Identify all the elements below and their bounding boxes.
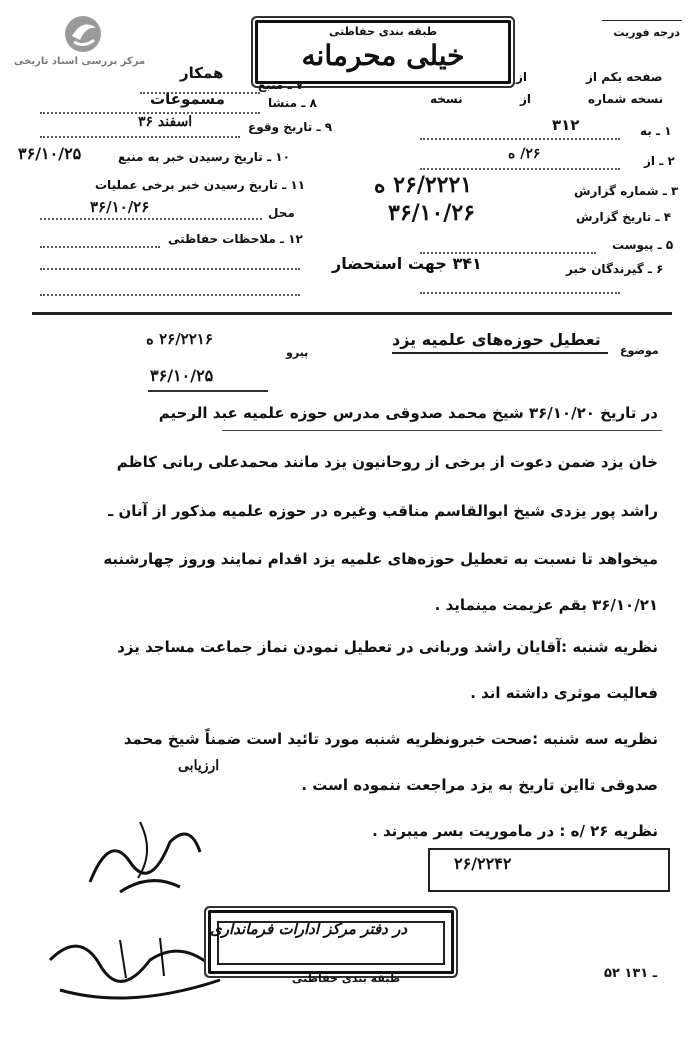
priority-label: درجه فوریت [613,26,680,39]
origin-label: ۸ ـ منشا [268,96,317,110]
body-line-3: راشد پور یزدی شیخ ابوالقاسم مناقب وغیره در حوزه علمیه مذکور از آنان ـ [108,502,658,520]
classification-stamp-title: خیلی محرمانه [301,39,465,72]
received-box-value: ۲۶/۲۲۴۲ [454,854,512,873]
dots [40,218,262,220]
event-date-value: اسفند ۳۶ [138,114,193,130]
body-line-4: میخواهد تا نسبت به تعطیل حوزه‌های علمیه یزد اقدام نمایند وروز چهارشنبه [103,550,658,568]
security-notes-label: ۱۲ ـ ملاحظات حفاظتی [168,232,303,246]
margin-note: ارزیابی [178,758,220,774]
to-label: ۱ ـ به [640,124,672,138]
place-value: ۳۶/۱۰/۲۶ [90,198,150,216]
page-of-label: صفحه یکم از [586,70,663,84]
copy-of-label: از [520,92,532,106]
dots [420,168,620,170]
from-value: ۲۶/ ه [508,146,541,162]
body-line-6: نظریه شنبه :آقایان راشد وربانی در تعطیل نمودن نماز جماعت مساجد یزد [117,638,658,656]
priority-rule [602,20,682,21]
report-number-label: ۳ ـ شماره گزارش [574,184,679,198]
subject-value: تعطیل حوزه‌های علمیه یزد [392,330,601,349]
dots [40,246,160,248]
classification-stamp [255,20,511,84]
body-line-9: صدوقی تااین تاریخ به یزد مراجعت ننموده است . [301,776,658,794]
ref-number: ۲۶/۲۲۱۶ ه [146,330,213,348]
source-sub-label: ۷ ـ منبع [258,78,304,92]
recipients-value: ۳۴۱ جهت استحضار [332,254,482,273]
archive-logo [10,12,150,74]
header-divider [32,312,672,315]
dots [420,292,620,294]
body-line-10: نظریه ۲۶ /ه : در ماموریت بسر میبرند . [372,822,658,840]
body-line-1: در تاریخ ۳۶/۱۰/۲۰ شیخ محمد صدوقی مدرس حوزه علمیه عبد الرحیم [158,404,658,422]
archive-logo-text: مرکز بررسی اسناد تاریخی [14,56,146,67]
received-box [428,848,670,892]
document-code: ۵۲ ـ ۱۳۱ [604,966,658,981]
page-value-mark: از [516,70,528,84]
body-line-7: فعالیت موثری داشته اند . [470,684,658,702]
body-line-8: نظریه سه شنبه :صحت خبرونظریه شنبه مورد تائید است ضمناً شیخ محمد [123,730,658,748]
copy-number-label: نسخه شماره [588,92,664,106]
place-label: محل [268,206,295,220]
recipients-label: ۶ ـ گیرندگان خبر [566,262,664,276]
copy-label: نسخه [430,92,463,106]
report-date-value: ۳۶/۱۰/۲۶ [388,200,475,226]
to-value: ۳۱۲ [552,116,580,134]
subject-underline [392,352,608,354]
archive-logo-icon [60,14,106,54]
dots [40,136,240,138]
ref-date: ۳۶/۱۰/۲۵ [150,366,214,385]
event-date-label: ۹ ـ تاریخ وقوع [248,120,333,134]
from-label: ۲ ـ از [644,154,675,168]
subject-label: موضوع [620,344,659,357]
report-date-label: ۴ ـ تاریخ گزارش [576,210,672,224]
ref-mark: پیرو [286,346,309,359]
date-received-source-label: ۱۰ ـ تاریخ رسیدن خبر به منبع [118,150,290,164]
cooperator-value: همکار [180,64,224,82]
report-number-value: ۲۶/۲۲۲۱ ه [374,172,473,198]
origin-value: مسموعات [150,90,225,108]
date-received-source-value: ۳۶/۱۰/۲۵ [18,144,82,163]
body-line-2: خان یزد ضمن دعوت از برخی از روحانیون یزد مانند محمدعلی ربانی کاظم [116,453,658,471]
ref-date-underline [148,390,268,392]
attachment-label: ۵ ـ پیوست [612,238,674,252]
date-received-ops-label: ۱۱ ـ تاریخ رسیدن خبر برخی عملیات [95,178,306,192]
body-underline-1 [222,430,662,431]
body-line-5: ۳۶/۱۰/۲۱ بقم عزیمت مینماید . [434,596,658,614]
footer-stamp-label: طبقه بندی حفاظتی [292,972,401,985]
classification-stamp-subtitle: طبقه بندی حفاظتی [328,25,438,38]
signature-1 [80,812,220,902]
dots [420,138,620,140]
dots [40,268,300,270]
footer-stamp-handwriting: در دفتر مرکز ادارات فرمانداری [210,920,407,938]
dots [40,294,300,296]
